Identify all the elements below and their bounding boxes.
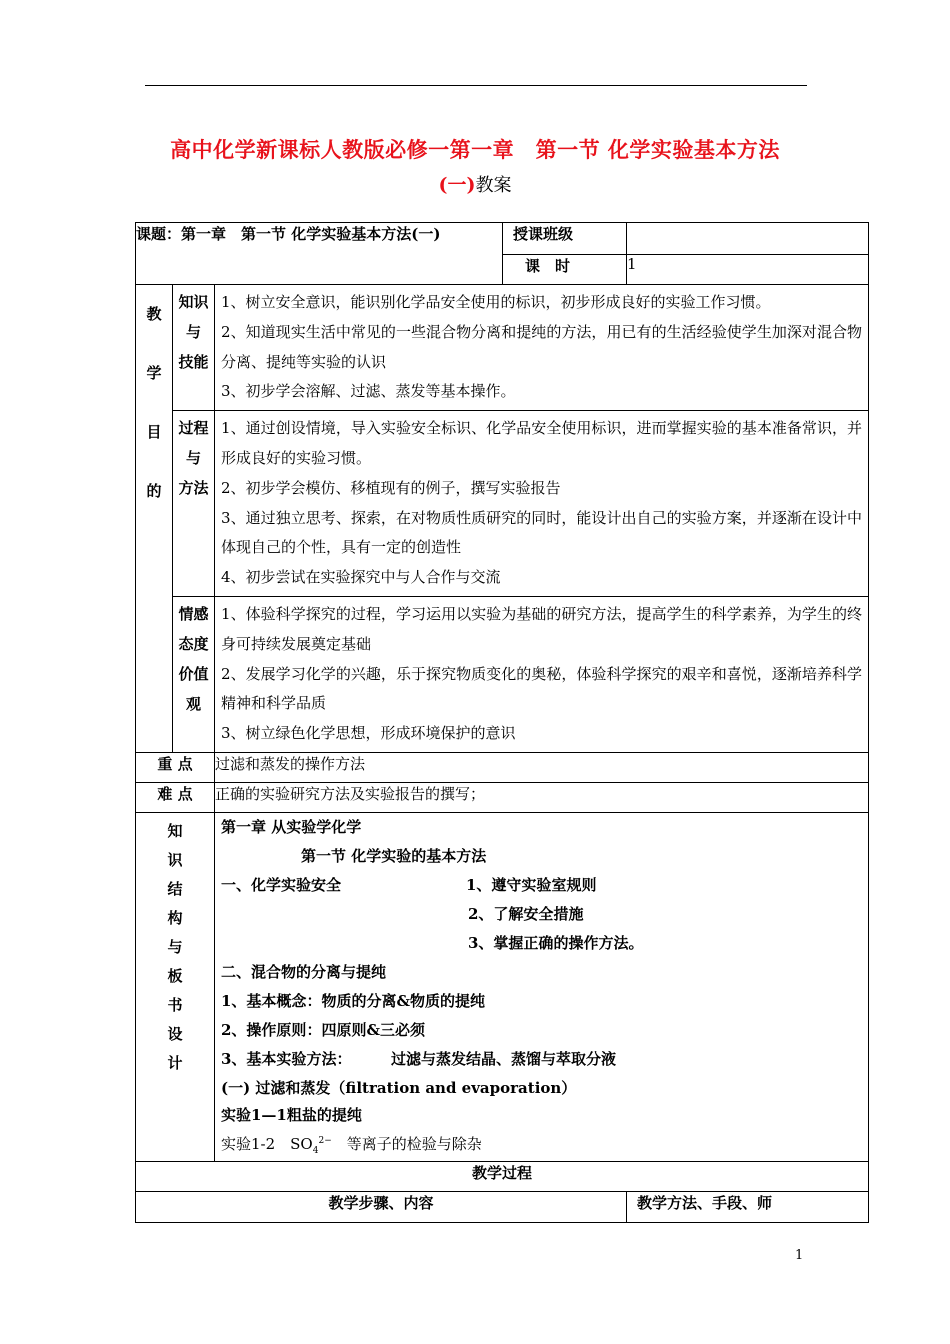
difficulty-cell xyxy=(215,782,869,812)
board-content xyxy=(215,812,869,1161)
emotion-item: 2、发展学习化学的兴趣，乐于探究物质变化的奥秘，体验科学探究的艰辛和喜悦，逐渐培养科学精神和科学品质 xyxy=(221,664,863,713)
process-label-cell xyxy=(173,411,215,597)
steps-header-cell xyxy=(136,1191,627,1222)
emotion-label-cell xyxy=(173,596,215,752)
knowledge-label-cell xyxy=(173,285,215,411)
key-point-text: 过滤和蒸发的操作方法 xyxy=(215,754,366,773)
board-exp1: 实验1—1粗盐的提纯 xyxy=(221,1105,362,1124)
document-subtitle xyxy=(0,170,950,197)
board-part1-item: 2、了解安全措施 xyxy=(468,904,584,923)
methods-header: 教学方法、手段、师 xyxy=(637,1193,773,1212)
period-value-cell xyxy=(627,255,869,285)
board-methods-label: 3、基本实验方法： xyxy=(221,1049,352,1068)
knowledge-content xyxy=(215,285,869,411)
board-part1-item: 3、掌握正确的操作方法。 xyxy=(468,933,644,952)
knowledge-item: 3、初步学会溶解、过滤、蒸发等基本操作。 xyxy=(221,382,516,401)
key-point-label: 重 点 xyxy=(157,754,193,773)
difficulty-label: 难 点 xyxy=(157,784,193,803)
board-chapter: 第一章 从实验学化学 xyxy=(221,817,362,836)
board-label-cell xyxy=(136,812,215,1161)
board-exp2: 实验1-2 $SO_4^{2-}$ 等离子的检验与除杂 xyxy=(221,1134,482,1156)
board-part2: 二、混合物的分离与提纯 xyxy=(221,962,387,981)
board-section: 第一节 化学实验的基本方法 xyxy=(301,846,487,865)
board-concept: 1、基本概念：物质的分离&物质的提纯 xyxy=(221,991,485,1010)
knowledge-label: 知识 与 技能 xyxy=(178,293,209,371)
document-title: 高中化学新课标人教版必修一第一章 第一节 化学实验基本方法 xyxy=(170,137,780,162)
emotion-item: 3、树立绿色化学思想，形成环境保护的意识 xyxy=(221,724,516,743)
process-item: 4、初步尝试在实验探究中与人合作与交流 xyxy=(221,568,501,587)
knowledge-item: 1、树立安全意识，能识别化学品安全使用的标识，初步形成良好的实验工作习惯。 xyxy=(221,293,771,311)
process-title-cell xyxy=(136,1161,869,1191)
emotion-item: 1、体验科学探究的过程，学习运用以实验为基础的研究方法，提高学生的科学素养，为学生的终身可持续发展奠定基础 xyxy=(221,604,863,653)
lesson-plan-table xyxy=(135,222,869,1223)
difficulty-text: 正确的实验研究方法及实验报告的撰写； xyxy=(215,784,486,803)
knowledge-item: 2、知道现实生活中常见的一些混合物分离和提纯的方法，用已有的生活经验使学生加深对混合物分离、提纯等实验的认识 xyxy=(221,322,863,371)
steps-header: 教学步骤、内容 xyxy=(328,1193,434,1212)
period-label: 课 时 xyxy=(525,257,571,275)
key-point-cell xyxy=(215,752,869,782)
objectives-label: 教 学 目 的 xyxy=(146,305,162,500)
board-principle: 2、操作原则：四原则&三必须 xyxy=(221,1020,425,1039)
header-rule xyxy=(145,85,807,86)
emotion-content xyxy=(215,596,869,752)
process-item: 3、通过独立思考、探索，在对物质性质研究的同时，能设计出自己的实验方案，并逐渐在设计中体现自己的个性，具有一定的创造性 xyxy=(221,508,863,557)
board-part1: 一、化学实验安全 xyxy=(221,875,342,894)
emotion-label: 情感 态度 价值观 xyxy=(178,604,209,713)
board-methods: 过滤与蒸发结晶、蒸馏与萃取分液 xyxy=(391,1049,617,1068)
period-value: 1 xyxy=(627,255,637,273)
board-filtration: (一) 过滤和蒸发（filtration and evaporation） xyxy=(221,1078,577,1097)
process-content xyxy=(215,411,869,597)
class-value-cell xyxy=(627,223,869,255)
key-point-label-cell xyxy=(136,752,215,782)
class-label: 授课班级 xyxy=(513,225,574,243)
process-title: 教学过程 xyxy=(472,1163,533,1182)
board-part1-item: 1、遵守实验室规则 xyxy=(466,875,597,894)
methods-header-cell xyxy=(627,1191,869,1222)
topic-text: 课题：第一章 第一节 化学实验基本方法(一) xyxy=(136,225,441,243)
objectives-label-cell xyxy=(136,285,173,753)
process-label: 过程 与 方法 xyxy=(178,419,209,498)
process-item: 2、初步学会模仿、移植现有的例子，撰写实验报告 xyxy=(221,478,561,497)
subtitle-part-number: (一) xyxy=(438,174,476,196)
period-label-cell xyxy=(503,255,627,285)
class-label-cell xyxy=(503,223,627,255)
page-number: 1 xyxy=(795,1248,804,1263)
process-item: 1、通过创设情境，导入实验安全标识、化学品安全使用标识，进而掌握实验的基本准备常识，并形成良好的实验习惯。 xyxy=(221,419,863,467)
board-label: 知 识 结 构 与 板 书 设 计 xyxy=(167,821,183,1072)
subtitle-rest: 教案 xyxy=(475,175,512,196)
difficulty-label-cell xyxy=(136,782,215,812)
topic-cell xyxy=(136,223,503,285)
